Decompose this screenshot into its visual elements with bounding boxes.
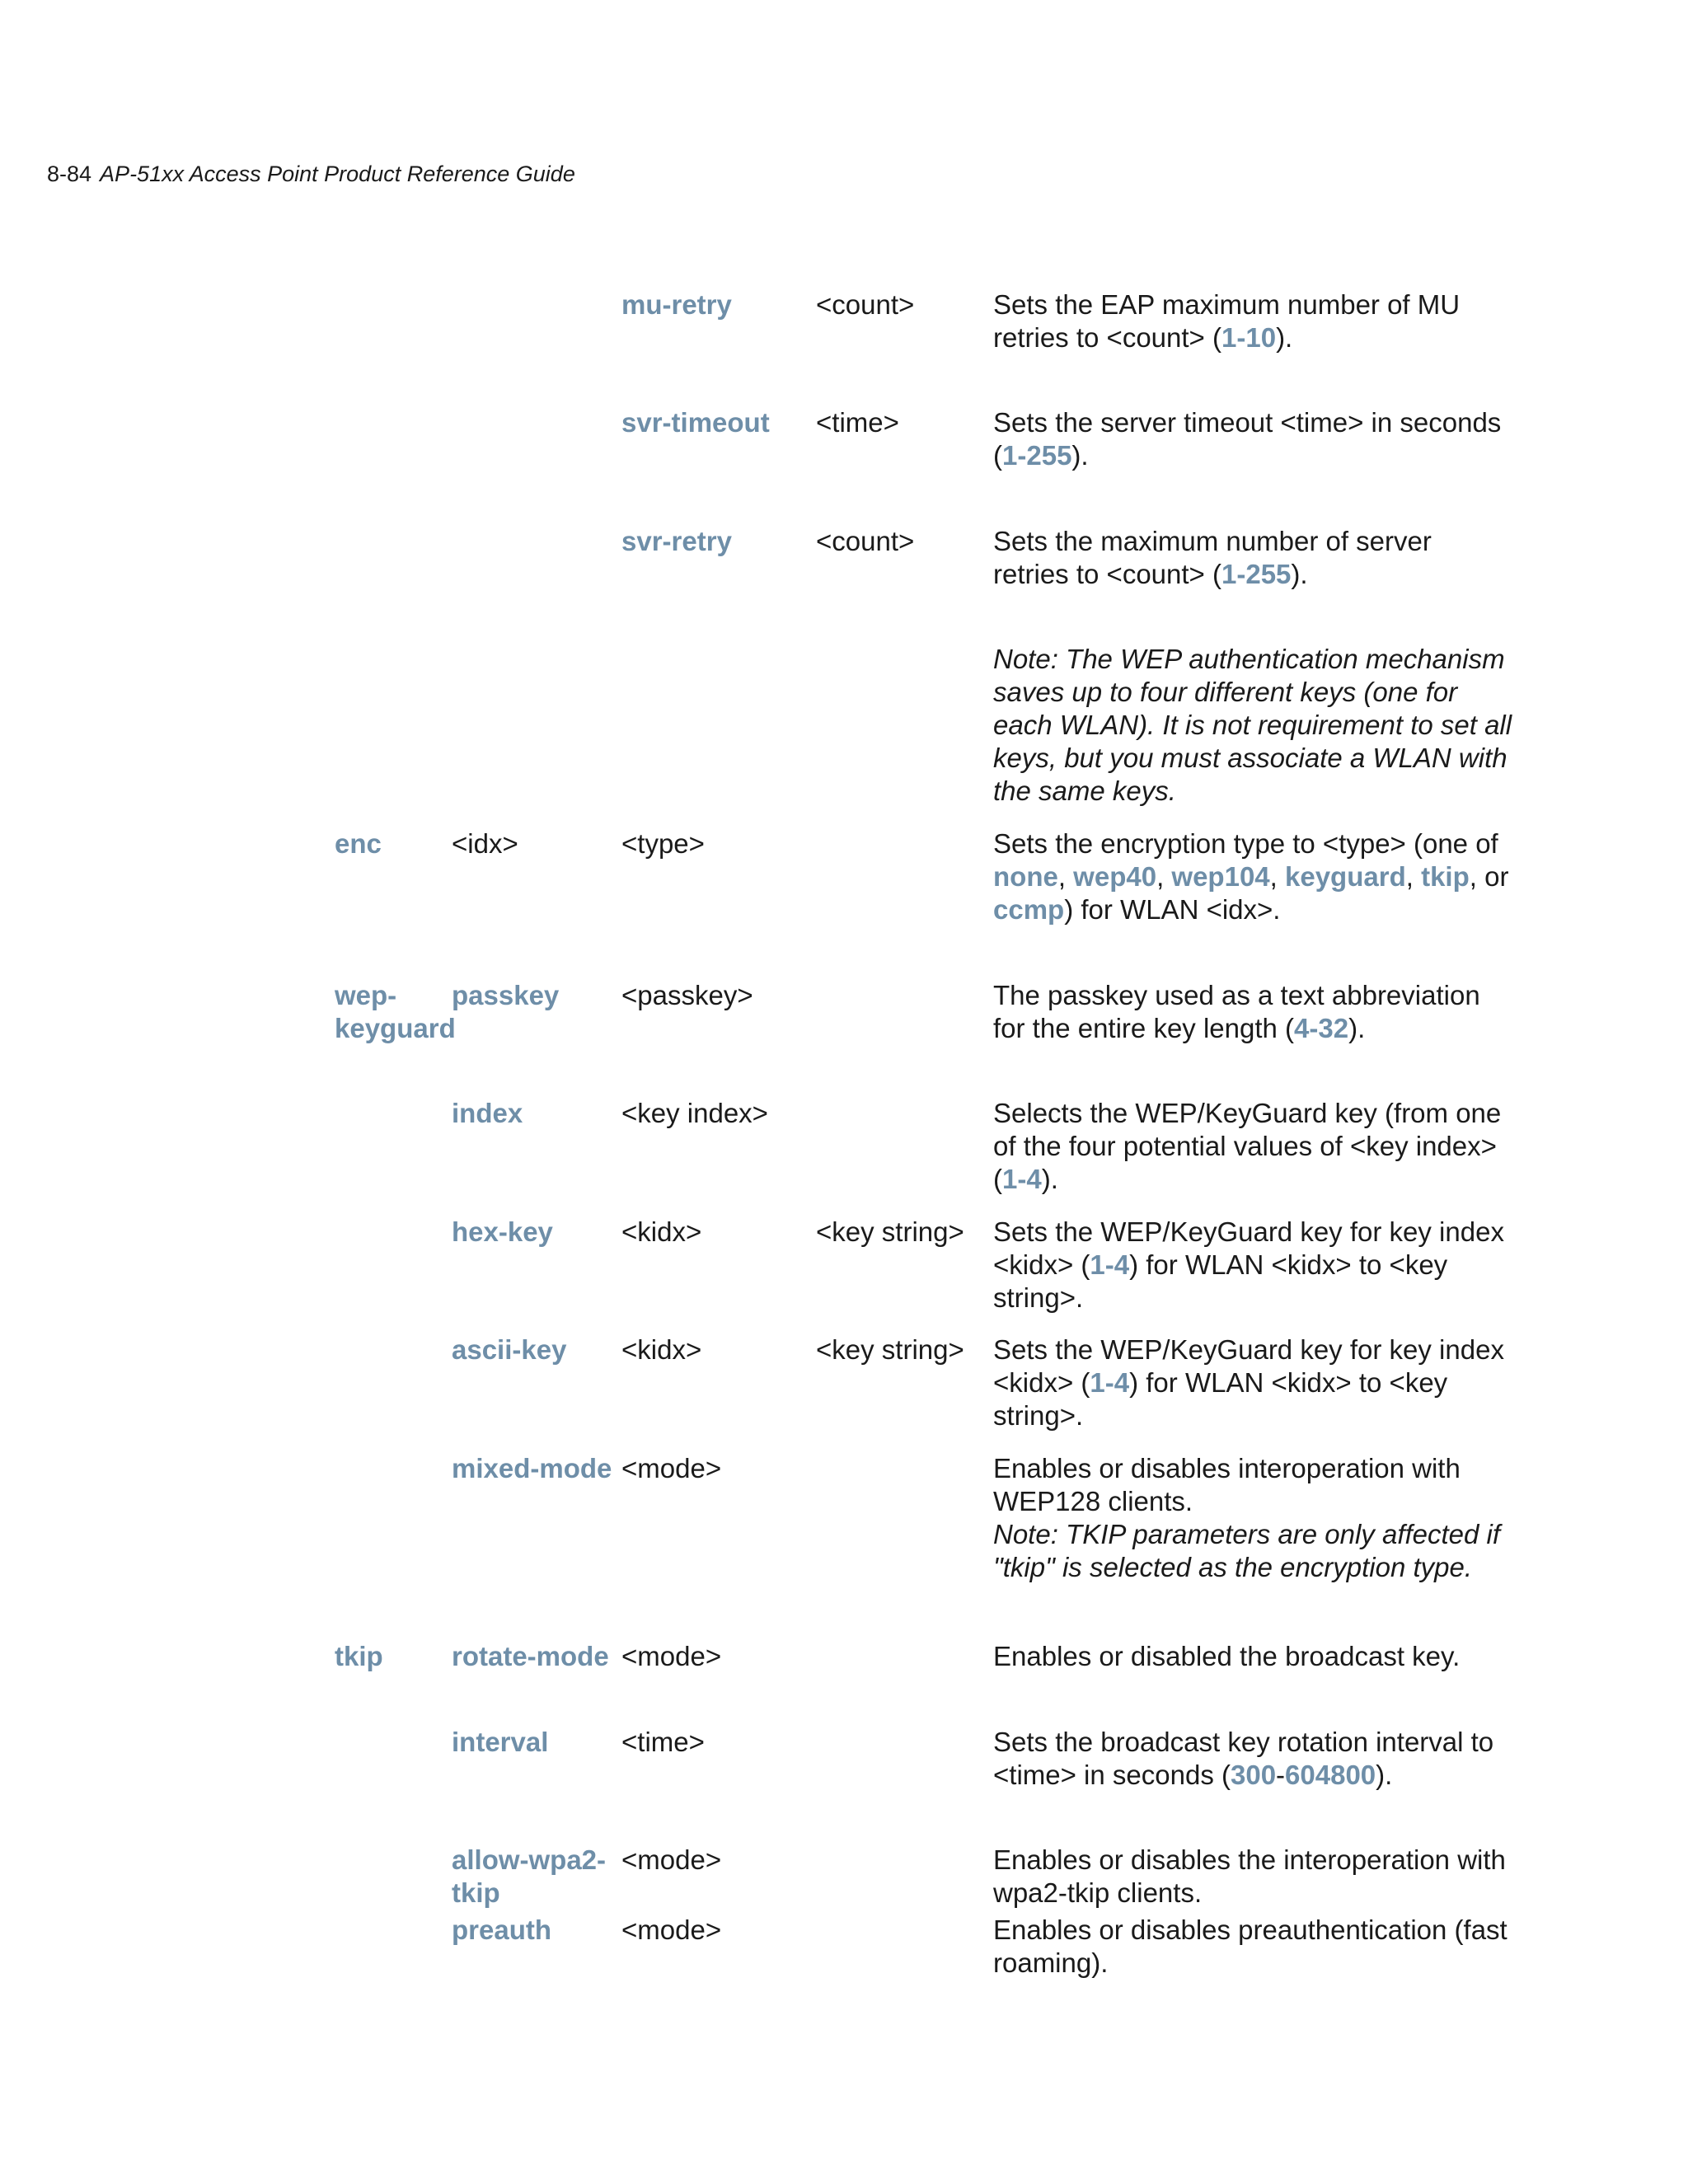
subcommand-hex-key: hex-key xyxy=(452,1216,553,1247)
argument: <key index> xyxy=(621,1098,768,1128)
description: Sets the broadcast key rotation interval to <time> in seconds (300-604800). xyxy=(993,1727,1494,1790)
description: Enables or disables preauthentication (fast roaming). xyxy=(993,1915,1507,1978)
description: Enables or disabled the broadcast key. xyxy=(993,1641,1461,1671)
description: Sets the WEP/KeyGuard key for key index <kidx> (1-4) for WLAN <kidx> to <key string>. xyxy=(993,1334,1504,1431)
command-wep-keyguard: wep-keyguard xyxy=(335,980,456,1043)
command-svr-retry: svr-retry xyxy=(621,526,732,556)
argument: <passkey> xyxy=(621,980,753,1010)
subcommand-passkey: passkey xyxy=(452,980,560,1010)
description: Sets the maximum number of server retries to <count> (1-255). xyxy=(993,526,1432,589)
argument-key-string: <key string> xyxy=(816,1334,964,1365)
command-tkip: tkip xyxy=(335,1641,383,1671)
tkip-note: Note: TKIP parameters are only affected if "tkip" is selected as the encryption type. xyxy=(993,1519,1501,1582)
subcommand-interval: interval xyxy=(452,1727,549,1757)
argument: <count> xyxy=(816,526,915,556)
command-svr-timeout: svr-timeout xyxy=(621,407,770,438)
argument: <time> xyxy=(816,407,899,438)
subcommand-preauth: preauth xyxy=(452,1915,552,1945)
subcommand-allow-wpa2-tkip: allow-wpa2-tkip xyxy=(452,1844,607,1908)
argument: <mode> xyxy=(621,1453,722,1483)
argument: <time> xyxy=(621,1727,705,1757)
argument-key-string: <key string> xyxy=(816,1216,964,1247)
description: Sets the EAP maximum number of MU retries to <count> (1-10). xyxy=(993,289,1461,353)
mixed-mode-desc: Enables or disables interoperation with WEP128 clients. xyxy=(993,1453,1461,1516)
command-enc: enc xyxy=(335,828,382,859)
subcommand-index: index xyxy=(452,1098,523,1128)
description: Enables or disables the interoperation with wpa2-tkip clients. xyxy=(993,1844,1506,1908)
argument: <mode> xyxy=(621,1844,722,1875)
wep-note: Note: The WEP authentication mechanism saves up to four different keys (one for each WLAN). It is not requirement to set all keys, but you must associate a WLAN with the same keys. xyxy=(993,644,1512,806)
description: The passkey used as a text abbreviation for the entire key length (4-32). xyxy=(993,980,1480,1043)
guide-title: AP-51xx Access Point Product Reference Guide xyxy=(100,162,575,186)
argument: <mode> xyxy=(621,1641,722,1671)
argument: <count> xyxy=(816,289,915,320)
subcommand-rotate-mode: rotate-mode xyxy=(452,1641,609,1671)
description: Sets the WEP/KeyGuard key for key index <kidx> (1-4) for WLAN <kidx> to <key string>. xyxy=(993,1216,1504,1313)
page-header xyxy=(47,162,575,187)
argument-type: <type> xyxy=(621,828,705,859)
description: Sets the encryption type to <type> (one of none, wep40, wep104, keyguard, tkip, or ccmp) for WLAN <idx>. xyxy=(993,828,1509,925)
description: Sets the server timeout <time> in seconds (1-255). xyxy=(993,407,1502,471)
description xyxy=(993,1452,1512,1584)
subcommand-mixed-mode: mixed-mode xyxy=(452,1453,612,1483)
argument-kidx: <kidx> xyxy=(621,1334,702,1365)
argument: <mode> xyxy=(621,1915,722,1945)
argument-idx: <idx> xyxy=(452,828,518,859)
description: Selects the WEP/KeyGuard key (from one of the four potential values of <key index> (1-4). xyxy=(993,1098,1502,1194)
command-mu-retry: mu-retry xyxy=(621,289,732,320)
subcommand-ascii-key: ascii-key xyxy=(452,1334,567,1365)
argument-kidx: <kidx> xyxy=(621,1216,702,1247)
page-number: 8-84 xyxy=(47,162,92,186)
